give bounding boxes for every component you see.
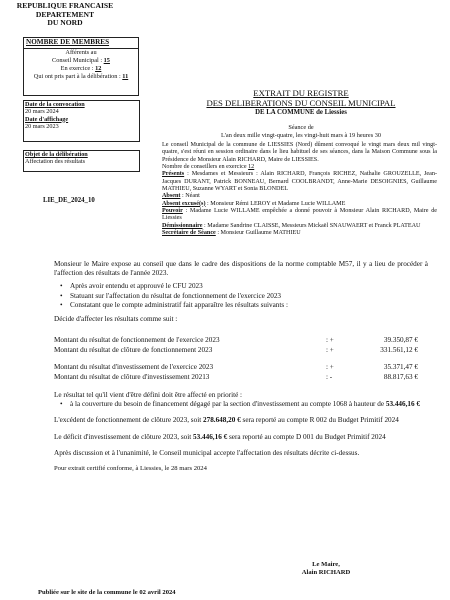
conclusion-paragraph: Après discussion et à l'unanimité, le Conseil municipal accepte l'affectation des résultats décrite ci-dessus. (54, 448, 360, 457)
result-value: 35.371,47 € (383, 363, 418, 371)
considerations-list (54, 282, 428, 310)
absent-label: Absent (162, 193, 181, 200)
decide-line: Décide d'affecter les résultats comme suit : (54, 315, 178, 324)
nombre-conseillers (162, 164, 437, 171)
excedent-text-end: sera reporté au compte R 002 du Budget Primitif 2024 (240, 416, 399, 425)
affichage-title: Date d'affichage (25, 115, 69, 123)
objet-text: Affectation des résultats (25, 158, 86, 166)
deficit-text-end: sera reporté au compte D 001 du Budget Primitif 2024 (227, 432, 386, 441)
result-label: Montant du résultat de fonctionnement de l'exercice 2023 (54, 336, 220, 344)
members-box (23, 37, 139, 96)
seance-date: L'an deux mille vingt-quatre, les vingt-huit mars à 19 heures 30 (220, 131, 382, 139)
deliberation-label: Qui ont pris part à la délibération : (33, 72, 123, 80)
presents-text: : Mesdames et Messieurs : Alain RICHARD, François RICHEZ, Nathalie GROUZELLE, Jean-Jacques DURANT, Patrick BONNEAU, Bernard COOLBRANDT, Anne-Marie DESOIGNIES, Guillaume MATHIEU, Suzanne WYART et Sonia BLONDEL (162, 171, 437, 193)
signature-title: Le Maire, (312, 561, 340, 568)
excuses-text: : Monsieur Rémi LEROY et Madame Lucie WILLAME (205, 200, 346, 207)
republic-header (14, 2, 116, 28)
affecte-line: Le résultat tel qu'il vient d'être défini doit être affecté en priorité : (54, 391, 243, 399)
result-sign: : + (326, 336, 334, 344)
conseil-label: Conseil Municipal : (52, 56, 104, 64)
affecte-item (70, 400, 428, 409)
consideration-item: • Après avoir entendu et approuvé le CFU 2023 (70, 282, 428, 291)
republic-line-3: DU NORD (47, 18, 83, 28)
result-sign: : - (326, 373, 333, 381)
intro-paragraph: Le conseil Municipal de la commune de LIESSIES (Nord) dûment convoqué le vingt mars deux mil vingt-quatre, s'est réuni en session ordinaire dans le lieu habituel de ses séances, dans la Maison Commune sous la Présidence de Monsieur Alain RICHARD, Maire de LIESSIES. (162, 142, 437, 163)
excuses-line (162, 201, 437, 208)
deficit-value: 53.446,16 € (193, 432, 228, 441)
result-value: 331.561,12 € (380, 346, 418, 354)
affichage-date: 20 mars 2023 (25, 122, 59, 130)
demission-text: : Madame Sandrine CLAISSE, Messieurs Mickaël SNAUWAERT et Franck PLATEAU (202, 222, 421, 229)
members-title: NOMBRE DE MEMBRES (24, 38, 138, 49)
attendance-block (162, 142, 437, 237)
publication-line: Publiée sur le site de la commune le 02 avril 2024 (38, 589, 176, 596)
main-body (54, 260, 428, 324)
members-deliberation (24, 73, 138, 81)
excuses-label: Absent excusé(s) (162, 200, 206, 207)
exercice-label: En exercice : (60, 64, 96, 72)
result-value: 88.817,63 € (383, 373, 418, 381)
affecte-value: 53.446,16 € (385, 400, 420, 409)
extrait-line-2: DES DELIBERATIONS DU CONSEIL MUNICIPAL (206, 98, 396, 108)
seance-block (162, 124, 440, 139)
secretaire-text: : Monsieur Guillaume MATHIEU (215, 230, 301, 237)
secretaire-line (162, 230, 437, 237)
convocation-date: 20 mars 2024 (25, 108, 59, 116)
republic-line-1: REPUBLIQUE FRANCAISE (16, 1, 114, 10)
result-label: Montant du résultat d'investissement de l'exercice 2023 (54, 363, 214, 371)
deficit-text: Le déficit d'investissement de clôture 2023, soit (54, 432, 194, 441)
seance-label: Séance de (288, 124, 314, 131)
affecte-list (54, 400, 428, 409)
excedent-paragraph (54, 416, 428, 425)
absent-text: : Néant (180, 193, 200, 200)
demission-label: Démissionnaire (162, 222, 203, 229)
nombre-value: 12 (248, 164, 255, 171)
consideration-item: • Statuant sur l'affectation du résultat de fonctionnement de l'exercice 2023 (70, 292, 428, 301)
pouvoir-line (162, 208, 437, 223)
commune-title: DE LA COMMUNE de Liessies (255, 109, 347, 116)
result-value: 39.350,87 € (383, 336, 418, 344)
consideration-item: • Constatant que le compte administratif fait apparaître les résultats suivants : (70, 301, 428, 310)
expose-paragraph: Monsieur le Maire expose au conseil que dans le cadre des dispositions de la norme comptable M57, il y a lieu de procéder à l'affection des résultats de l'année 2023. (54, 260, 428, 278)
certifie-line: Pour extrait certifié conforme, à Liessies, le 28 mars 2024 (54, 465, 207, 473)
objet-box (23, 150, 140, 172)
result-label: Montant du résultat de clôture d'investissement 20213 (54, 373, 210, 381)
presents-line (162, 171, 437, 193)
deliberation-reference: LIE_DE_2024_10 (43, 197, 95, 204)
affectation-block (54, 391, 428, 473)
deliberation-value: 11 (122, 72, 129, 80)
objet-title: Objet de la délibération (25, 151, 88, 158)
secretaire-label: Secrétaire de Séance (162, 230, 216, 237)
conseil-value: 15 (103, 56, 110, 64)
result-label: Montant du résultat de clôture de fonctionnement 2023 (54, 346, 213, 354)
nombre-label: Nombre de conseillers en exercice (162, 164, 249, 171)
demission-line (162, 223, 437, 230)
members-afferents: Afférents au (65, 48, 97, 56)
extrait-header (162, 88, 440, 118)
republic-line-2: DEPARTEMENT (35, 9, 95, 19)
members-conseil (24, 57, 138, 65)
pouvoir-text: : Madame Lucie WILLAME empêchée a donné pouvoir à Monsieur Alain RICHARD, Maire de Liessies (162, 208, 437, 222)
signature-block (296, 561, 356, 578)
excedent-text: L'excédent de fonctionnement de clôture 2023, soit (54, 416, 203, 425)
affecte-text: à la couverture du besoin de financement dégagé par la section d'investissement au compte 1068 à hauteur de (70, 400, 386, 409)
pouvoir-label: Pouvoir (162, 208, 183, 215)
extrait-line-1: EXTRAIT DU REGISTRE (253, 88, 349, 98)
members-exercice (24, 65, 138, 73)
deficit-paragraph (54, 433, 428, 442)
result-sign: : + (326, 346, 334, 354)
exercice-value: 12 (95, 64, 102, 72)
absent-line (162, 193, 437, 200)
presents-label: Présents (162, 171, 185, 178)
excedent-value: 278.648,20 € (203, 416, 241, 425)
convocation-title: Date de la convocation (25, 101, 85, 108)
signature-name: Alain RICHARD (301, 569, 351, 577)
dates-box (23, 100, 140, 142)
result-sign: : + (326, 363, 334, 371)
